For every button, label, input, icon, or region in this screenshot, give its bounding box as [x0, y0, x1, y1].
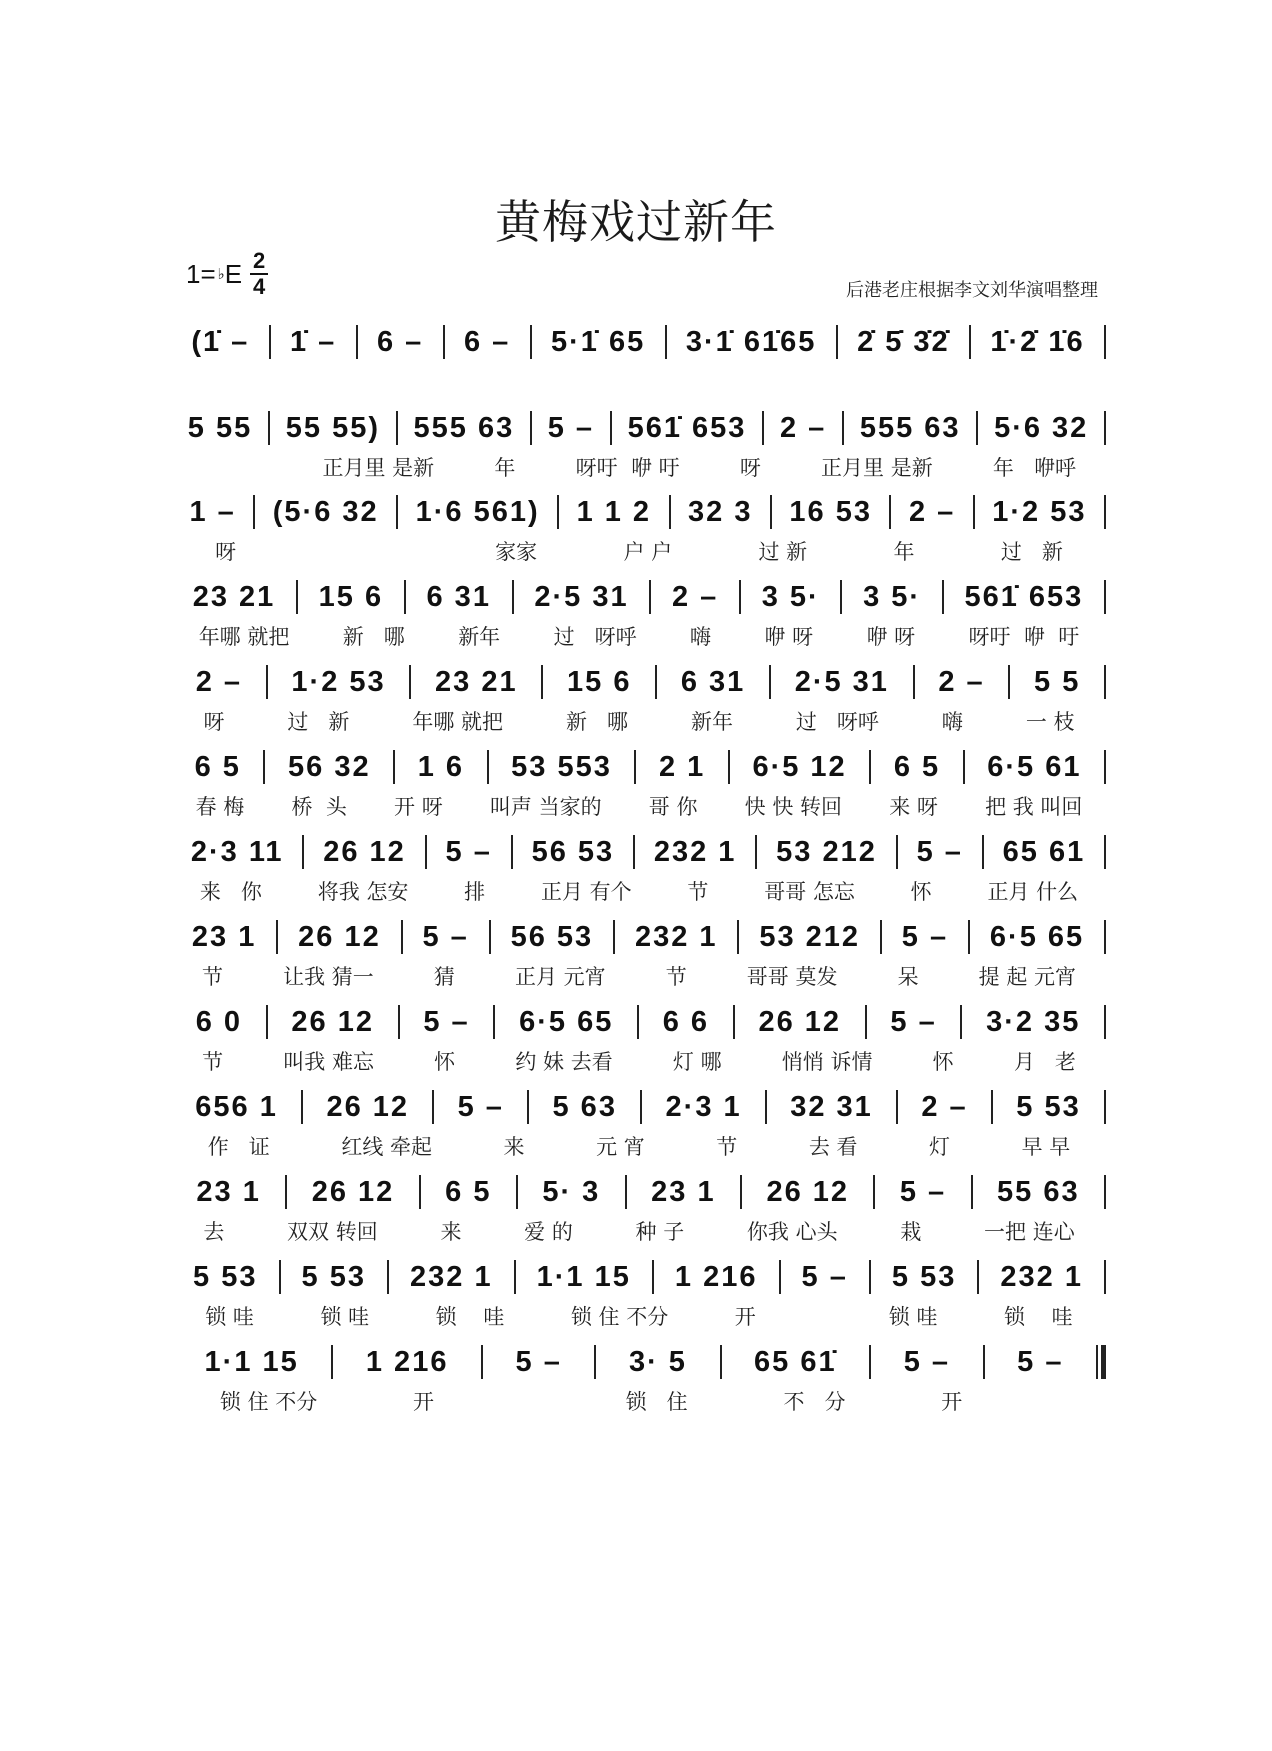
measure: 53 553 — [511, 750, 612, 783]
measure: 1̇ – — [289, 325, 337, 358]
lyric-segment: 呀吁 咿 吁 — [968, 625, 1080, 649]
lyric-segment: 节 — [202, 1050, 224, 1074]
measure: 5·6 32 — [994, 411, 1089, 444]
lyrics-line — [172, 1384, 1106, 1418]
lyric-segment: 新 哪 — [566, 710, 629, 734]
lyric-segment: 来 呀 — [889, 795, 938, 819]
lyric-segment: 户 户 — [623, 540, 673, 564]
measure: 5 – — [457, 1090, 504, 1123]
measure: 656 1 — [195, 1090, 278, 1123]
lyrics-line — [172, 1214, 1106, 1248]
arrangement-credit: 后港老庄根据李文刘华演唱整理 — [846, 280, 1098, 301]
lyric-segment: 过 新 — [758, 540, 808, 564]
lyric-segment: 将我 怎安 — [317, 880, 409, 904]
measure: 1 216 — [365, 1345, 449, 1378]
lyric-segment: 来 — [440, 1220, 462, 1244]
measure: 5 – — [422, 920, 469, 953]
lyrics-line — [172, 704, 1106, 738]
measure: 5 5 — [1034, 665, 1081, 698]
lyric-segment: 来 你 — [199, 880, 262, 904]
measure: 561̇ 653 — [627, 411, 747, 444]
measure: 6 31 — [680, 665, 746, 698]
measure: 232 1 — [653, 835, 737, 868]
measure: 1·1 15 — [536, 1260, 631, 1293]
measure: 3·1̇ 61̇65 — [685, 325, 817, 358]
measure: 5 – — [916, 835, 963, 868]
measure: 2·3 11 — [190, 835, 284, 868]
barline — [1104, 665, 1106, 699]
lyric-segment: 哥哥 怎忘 — [764, 880, 855, 904]
measure: 6 5 — [445, 1175, 492, 1208]
measure: 232 1 — [634, 920, 718, 953]
measure: 5 – — [445, 835, 492, 868]
lyric-segment: 怀 — [910, 880, 932, 904]
key-label: 1= — [186, 258, 216, 289]
lyrics-line — [172, 959, 1106, 993]
measure: 56 32 — [288, 750, 371, 783]
score-system — [172, 490, 1106, 568]
measure: 55 55) — [285, 411, 380, 444]
measure: 6 0 — [195, 1005, 243, 1038]
lyric-segment: 家家 — [495, 540, 538, 564]
lyric-segment: 种 子 — [635, 1220, 685, 1244]
measure: 26 12 — [311, 1175, 395, 1208]
lyric-segment: 年 咿呼 — [992, 456, 1076, 480]
lyric-segment: 年 — [893, 540, 915, 564]
measure: 2 – — [671, 580, 719, 613]
lyric-segment: 呀吁 咿 吁 — [575, 456, 680, 480]
meter-top: 2 — [252, 248, 266, 273]
time-signature — [250, 250, 268, 298]
lyric-segment: 开 — [734, 1305, 756, 1329]
measure: (1̇ – — [191, 325, 250, 358]
measure: 6 5 — [893, 750, 941, 783]
barline — [1104, 325, 1106, 359]
measure: 5 – — [890, 1005, 937, 1038]
measure: 1·6 561) — [415, 495, 540, 528]
notes-line — [172, 1340, 1106, 1384]
lyric-segment: 怀 — [434, 1050, 456, 1074]
measure: 6 6 — [662, 1005, 710, 1038]
barline — [1104, 750, 1106, 784]
measure: 55 63 — [997, 1175, 1080, 1208]
measure: 26 12 — [326, 1090, 410, 1123]
lyric-segment: 锁 住 不分 — [219, 1390, 318, 1414]
lyric-segment: 开 — [941, 1390, 963, 1414]
lyric-segment: 开 — [413, 1390, 435, 1414]
lyric-segment: 爱 的 — [524, 1220, 573, 1244]
measure: 5·1̇ 65 — [550, 325, 646, 358]
lyric-segment: 锁 哇 — [205, 1305, 254, 1329]
barline — [1096, 1345, 1106, 1379]
measure: 1 216 — [674, 1260, 758, 1293]
lyric-segment: 栽 — [900, 1220, 922, 1244]
lyrics-line — [172, 619, 1106, 653]
lyric-segment: 锁 哇 — [435, 1305, 505, 1329]
measure: 2·5 31 — [794, 665, 889, 698]
measure: 3 5· — [761, 580, 820, 613]
lyric-segment: 哥哥 莫发 — [746, 965, 838, 989]
measure: 5 – — [1017, 1345, 1064, 1378]
barline — [1104, 1090, 1106, 1124]
lyric-segment: 新年 — [458, 625, 501, 649]
lyric-segment: 春 梅 — [195, 795, 245, 819]
measure: 1·2 53 — [291, 665, 386, 698]
lyric-segment: 悄悄 诉情 — [781, 1050, 873, 1074]
score-system — [172, 830, 1106, 908]
measure: 3 5· — [863, 580, 922, 613]
measure: 5 53 — [891, 1260, 957, 1293]
measure: 1 6 — [417, 750, 465, 783]
lyric-segment: 节 — [716, 1135, 738, 1159]
score-system — [172, 406, 1106, 484]
measure: 2 – — [779, 411, 827, 444]
lyrics-line — [172, 364, 1106, 398]
score-system — [172, 915, 1106, 993]
measure: 23 1 — [196, 1175, 261, 1208]
lyric-segment: 来 — [503, 1135, 525, 1159]
lyric-segment: 快 快 转回 — [744, 795, 842, 819]
lyric-segment: 红线 牵起 — [341, 1135, 433, 1159]
lyric-segment: 嗨 — [941, 710, 963, 734]
measure: 2·5 31 — [534, 580, 629, 613]
measure: 5 53 — [1016, 1090, 1081, 1123]
measure: 2 – — [938, 665, 985, 698]
lyric-segment: 你我 心头 — [746, 1220, 838, 1244]
lyric-segment: 过 新 — [287, 710, 350, 734]
measure: 2 1 — [659, 750, 706, 783]
lyric-segment: 节 — [665, 965, 687, 989]
lyric-segment: 提 起 元宵 — [978, 965, 1076, 989]
lyric-segment: 叫声 当家的 — [489, 795, 602, 819]
notes-line — [172, 1255, 1106, 1299]
measure: 232 1 — [1000, 1260, 1083, 1293]
measure: 5 – — [515, 1345, 562, 1378]
lyrics-line — [172, 534, 1106, 568]
score-system — [172, 1000, 1106, 1078]
lyrics-line — [172, 1299, 1106, 1333]
measure: 6 5 — [194, 750, 241, 783]
barline — [1104, 835, 1106, 869]
score-system — [172, 1340, 1106, 1418]
lyrics-line — [172, 1129, 1106, 1163]
lyric-segment: 元 宵 — [596, 1135, 645, 1159]
measure: 6·5 61 — [987, 750, 1082, 783]
measure: 65 61 — [1002, 835, 1086, 868]
notes-line — [172, 830, 1106, 874]
lyric-segment: 开 呀 — [394, 795, 443, 819]
meter-bottom: 4 — [252, 274, 266, 299]
barline — [1104, 1175, 1106, 1209]
lyric-segment: 作 证 — [207, 1135, 270, 1159]
lyric-segment: 锁 住 — [625, 1390, 688, 1414]
lyric-segment: 节 — [202, 965, 224, 989]
key-signature — [186, 250, 268, 298]
measure: 1·1 15 — [204, 1345, 299, 1378]
measure: 23 21 — [435, 665, 518, 698]
lyric-segment: 锁 哇 — [1003, 1305, 1073, 1329]
measure: 32 31 — [790, 1090, 873, 1123]
lyric-segment: 正月 什么 — [987, 880, 1079, 904]
measure: 1 – — [189, 495, 236, 528]
score-system — [172, 575, 1106, 653]
lyric-segment: 过 新 — [1000, 540, 1063, 564]
lyric-segment: 锁 哇 — [320, 1305, 370, 1329]
lyrics-line — [172, 789, 1106, 823]
notes-line — [172, 915, 1106, 959]
measure: 16 53 — [789, 495, 872, 528]
measure: 6·5 12 — [752, 750, 847, 783]
barline — [1104, 1005, 1106, 1039]
key-note: E — [224, 258, 243, 289]
measure: 6 – — [463, 325, 511, 358]
lyric-segment: 咿 呀 — [866, 625, 916, 649]
measure: 26 12 — [298, 920, 381, 953]
lyric-segment: 去 看 — [808, 1135, 858, 1159]
lyric-segment: 正月里 是新 — [322, 456, 435, 480]
lyric-segment: 一把 连心 — [984, 1220, 1075, 1244]
notes-line — [172, 575, 1106, 619]
lyrics-line — [172, 450, 1106, 484]
measure: 15 6 — [318, 580, 384, 613]
measure: 5 – — [547, 411, 595, 444]
notes-line — [172, 406, 1106, 450]
measure: 26 12 — [291, 1005, 374, 1038]
measure: 5 55 — [187, 411, 253, 444]
measure: 5 53 — [193, 1260, 258, 1293]
measure: 2·3 1 — [665, 1090, 742, 1123]
measure: 2 – — [195, 665, 243, 698]
measure: 2 – — [908, 495, 956, 528]
lyric-segment: 呆 — [897, 965, 919, 989]
lyric-segment: 灯 哪 — [672, 1050, 722, 1074]
score-system — [172, 1255, 1106, 1333]
lyric-segment: 双双 转回 — [287, 1220, 378, 1244]
measure: 15 6 — [567, 665, 632, 698]
measure: 56 53 — [531, 835, 615, 868]
notes-line — [172, 320, 1106, 364]
measure: 5 63 — [552, 1090, 617, 1123]
measure: 1 1 2 — [576, 495, 652, 528]
measure: 5 – — [903, 1345, 951, 1378]
lyric-segment: 让我 猜一 — [283, 965, 374, 989]
measure: 32 3 — [688, 495, 753, 528]
lyric-segment: 正月 元宵 — [514, 965, 606, 989]
barline — [1104, 580, 1106, 614]
measure: 56 53 — [510, 920, 594, 953]
measure: 5 53 — [301, 1260, 366, 1293]
score-system — [172, 320, 1106, 398]
lyric-segment: 去 — [203, 1220, 225, 1244]
lyric-segment: 年 — [494, 456, 516, 480]
lyric-segment: 怀 — [932, 1050, 954, 1074]
lyric-segment: 月 老 — [1013, 1050, 1076, 1074]
score-system — [172, 660, 1106, 738]
measure: 53 212 — [776, 835, 877, 868]
notes-line — [172, 1000, 1106, 1044]
lyric-segment: 嗨 — [690, 625, 711, 649]
lyric-segment: 正月 有个 — [540, 880, 632, 904]
measure: 5 – — [423, 1005, 470, 1038]
lyric-segment: 正月里 是新 — [821, 456, 933, 480]
measure: 5 – — [901, 920, 949, 953]
measure: 23 21 — [192, 580, 276, 613]
measure: 26 12 — [758, 1005, 842, 1038]
lyric-segment: 新年 — [690, 710, 733, 734]
lyrics-line — [172, 1044, 1106, 1078]
measure: 26 12 — [766, 1175, 850, 1208]
lyric-segment: 哥 你 — [648, 795, 698, 819]
lyric-segment: 叫我 难忘 — [283, 1050, 374, 1074]
measure: 6·5 65 — [989, 920, 1085, 953]
measure: 26 12 — [323, 835, 406, 868]
lyrics-line — [172, 874, 1106, 908]
measure: 6 – — [376, 325, 424, 358]
lyric-segment: 年哪 就把 — [198, 625, 290, 649]
measure: 3·2 35 — [986, 1005, 1081, 1038]
notes-line — [172, 1085, 1106, 1129]
barline — [1104, 1260, 1106, 1294]
lyric-segment: 咿 呀 — [764, 625, 814, 649]
measure: 2 – — [921, 1090, 968, 1123]
barline — [1104, 495, 1106, 529]
notes-line — [172, 745, 1106, 789]
lyric-segment: 不 分 — [783, 1390, 846, 1414]
notes-line — [172, 490, 1106, 534]
measure: 1̇·2̇ 1̇6 — [990, 325, 1085, 358]
barline — [1104, 920, 1106, 954]
flat-sign: ♭ — [217, 266, 225, 283]
measure: 561̇ 653 — [964, 580, 1084, 613]
measure: 5· 3 — [542, 1175, 601, 1208]
lyric-segment: 过 呀呼 — [553, 625, 637, 649]
lyric-segment: 年哪 就把 — [412, 710, 504, 734]
lyric-segment: 呀 — [215, 540, 237, 564]
score-system — [172, 1170, 1106, 1248]
measure: 3· 5 — [628, 1345, 687, 1378]
measure: 1·2 53 — [992, 495, 1087, 528]
lyric-segment: 猜 — [433, 965, 455, 989]
song-title: 黄梅戏过新年 — [495, 195, 777, 249]
measure: 65 61̇ — [754, 1345, 837, 1378]
measure: 23 1 — [651, 1175, 716, 1208]
lyric-segment: 过 呀呼 — [795, 710, 879, 734]
measure: 2̇ 5̇ 3̇2̇ — [857, 325, 950, 358]
notes-line — [172, 1170, 1106, 1214]
lyric-segment: 新 哪 — [342, 625, 405, 649]
measure: 53 212 — [759, 920, 861, 953]
measure: (5·6 32 — [272, 495, 379, 528]
measure: 555 63 — [413, 411, 515, 444]
measure: 6 31 — [426, 580, 491, 613]
lyric-segment: 排 — [464, 880, 486, 904]
lyric-segment: 桥 头 — [291, 795, 347, 819]
measure: 23 1 — [191, 920, 257, 953]
lyric-segment: 呀 — [203, 710, 225, 734]
measure: 6·5 65 — [519, 1005, 614, 1038]
lyric-segment: 约 妹 去看 — [515, 1050, 613, 1074]
lyric-segment: 呀 — [739, 456, 761, 480]
measure: 5 – — [899, 1175, 947, 1208]
lyric-segment: 节 — [687, 880, 709, 904]
barline — [1104, 411, 1106, 445]
measure: 232 1 — [410, 1260, 493, 1293]
measure: 5 – — [801, 1260, 848, 1293]
lyric-segment: 把 我 叫回 — [985, 795, 1083, 819]
lyric-segment: 锁 住 不分 — [570, 1305, 669, 1329]
lyric-segment: 灯 — [929, 1135, 951, 1159]
measure: 555 63 — [859, 411, 961, 444]
notes-line — [172, 660, 1106, 704]
score-system — [172, 1085, 1106, 1163]
lyric-segment: 锁 哇 — [888, 1305, 938, 1329]
lyric-segment: 一 枝 — [1025, 710, 1075, 734]
lyric-segment: 早 早 — [1021, 1135, 1071, 1159]
score-system — [172, 745, 1106, 823]
